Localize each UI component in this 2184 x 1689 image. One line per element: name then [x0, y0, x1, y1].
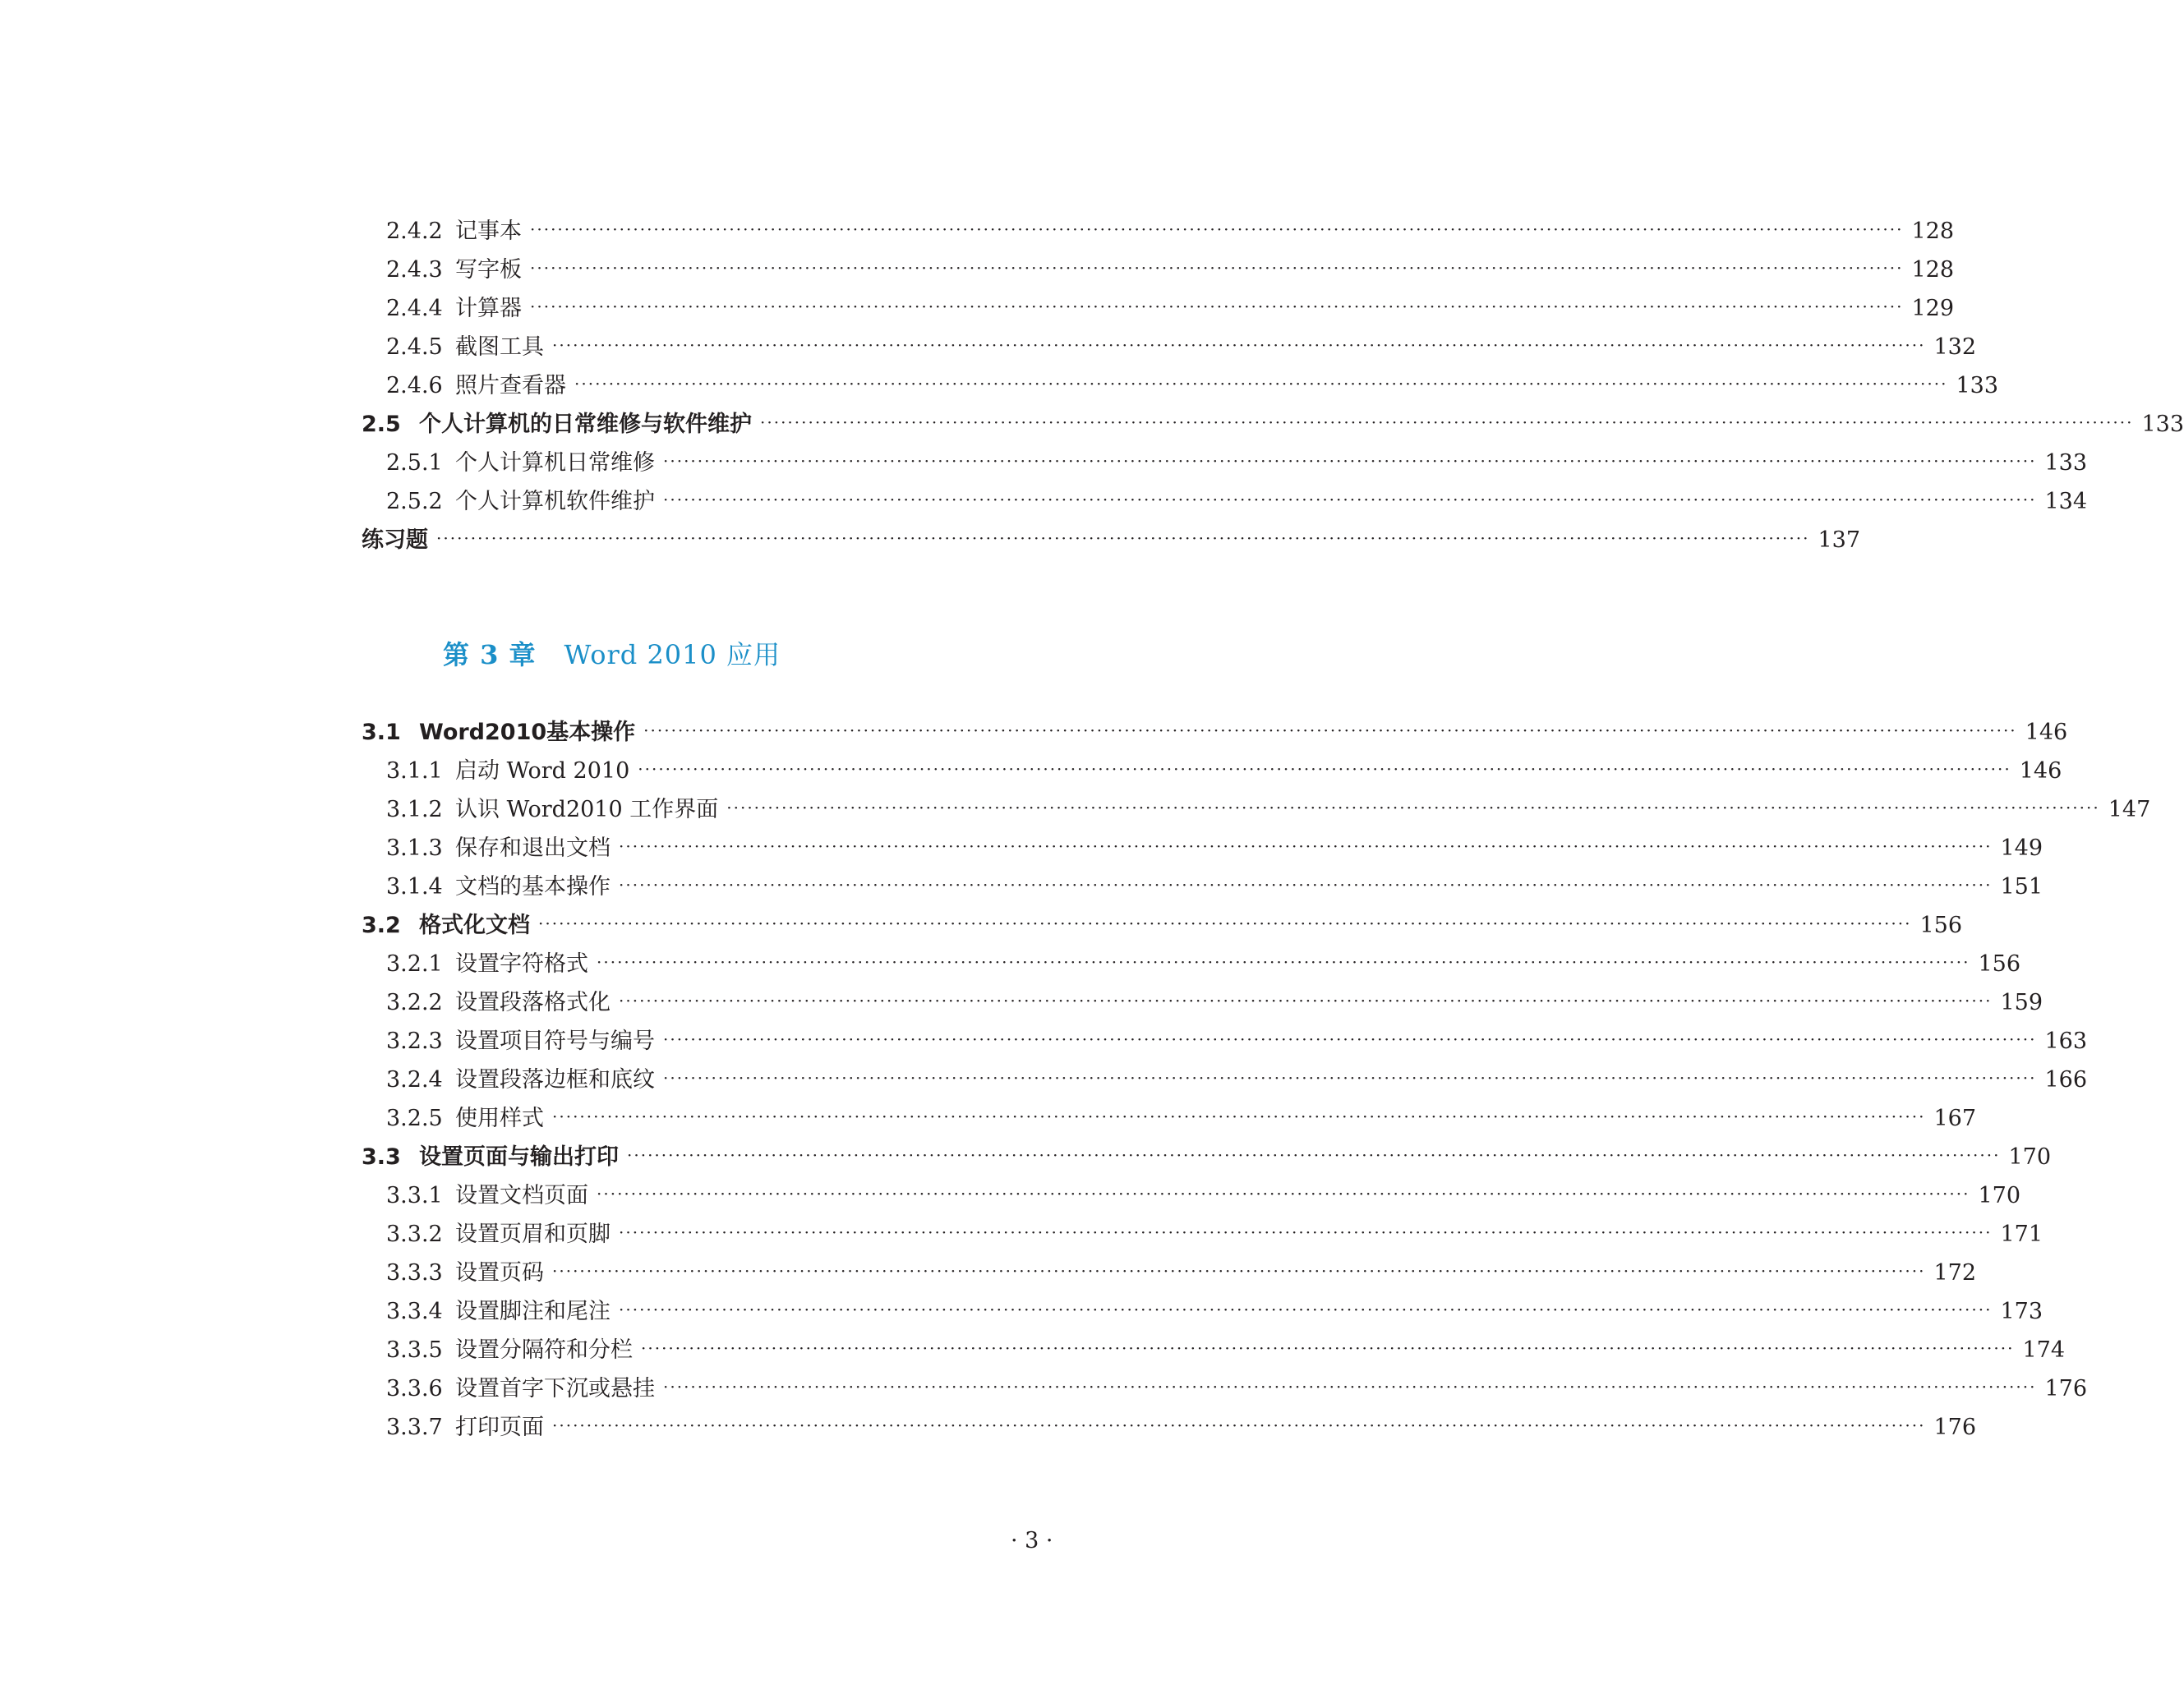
- toc-entry[interactable]: [362, 713, 2068, 752]
- toc-entry-title: 保存和退出文档: [455, 835, 611, 861]
- toc-entry[interactable]: [362, 1408, 1977, 1447]
- toc-entry-number: 2.4.6: [386, 373, 443, 398]
- toc-entry[interactable]: [362, 790, 2151, 829]
- toc-entry-title: 写字板: [455, 257, 522, 283]
- dot-leader: ········································································································································································································: [663, 1029, 2037, 1049]
- dot-leader: ········································································································································································································: [552, 335, 1926, 355]
- dot-leader: ········································································································································································································: [436, 528, 1810, 548]
- toc-entry-page: 171: [2000, 1222, 2043, 1247]
- dot-leader: ········································································································································································································: [597, 952, 1970, 972]
- toc-entry-number: 3.2.3: [386, 1029, 443, 1054]
- toc-entry-page: 147: [2108, 797, 2151, 822]
- toc-entry-page: 132: [1933, 334, 1977, 360]
- dot-leader: ········································································································································································································: [663, 1068, 2037, 1088]
- toc-entry[interactable]: [362, 945, 2021, 983]
- toc-entry-number: 2.4.5: [386, 334, 443, 360]
- dot-leader: ········································································································································································································: [638, 759, 2011, 779]
- toc-entry[interactable]: [362, 1099, 1977, 1138]
- toc-entry[interactable]: [362, 444, 2088, 482]
- toc-entry-page: 174: [2022, 1337, 2066, 1363]
- dot-leader: ········································································································································································································: [597, 1184, 1970, 1203]
- toc-entry-number: 2.5: [362, 412, 401, 437]
- toc-entry-number: 3.1: [362, 720, 401, 745]
- toc-entry-title: 认识 Word2010 工作界面: [455, 797, 719, 822]
- toc-entry[interactable]: [362, 521, 1861, 559]
- toc-entry-title: 个人计算机日常维修: [455, 450, 655, 476]
- toc-entry[interactable]: [362, 328, 1977, 366]
- toc-entry-title: Word2010基本操作: [419, 720, 636, 745]
- toc-entry-number: 3.3.2: [386, 1222, 443, 1247]
- toc-entry[interactable]: [362, 1176, 2021, 1215]
- toc-entry-title: 截图工具: [455, 334, 544, 360]
- toc-entry-page: 129: [1911, 296, 1955, 321]
- toc-entry-page: 133: [1956, 373, 1999, 398]
- chapter-title: Word 2010 应用: [564, 639, 781, 670]
- dot-leader: ········································································································································································································: [619, 836, 1993, 856]
- toc-entry-number: 2.5.2: [386, 489, 443, 514]
- dot-leader: ········································································································································································································: [552, 1107, 1926, 1126]
- toc-entry-number: 3.2.1: [386, 951, 443, 977]
- toc-block-chapter-2-end: [362, 212, 2184, 559]
- toc-entry-number: 2.4.4: [386, 296, 443, 321]
- toc-entry-title: 设置段落边框和底纹: [455, 1067, 655, 1093]
- toc-entry-title: 设置页面与输出打印: [419, 1144, 619, 1170]
- toc-entry[interactable]: [362, 1138, 2052, 1176]
- toc-entry[interactable]: [362, 1254, 1977, 1292]
- dot-leader: ········································································································································································································: [663, 490, 2037, 509]
- toc-entry-page: 149: [2000, 835, 2043, 861]
- toc-entry-page: 134: [2044, 489, 2088, 514]
- dot-leader: ········································································································································································································: [552, 1261, 1926, 1281]
- toc-entry-number: 3.1.4: [386, 874, 443, 900]
- toc-entry-page: 133: [2044, 450, 2088, 476]
- toc-entry-title: 设置段落格式化: [455, 990, 611, 1015]
- toc-entry[interactable]: [362, 1331, 2066, 1369]
- toc-entry[interactable]: [362, 1061, 2088, 1099]
- dot-leader: ········································································································································································································: [760, 412, 2134, 432]
- toc-entry-number: 3.1.1: [386, 758, 443, 784]
- toc-entry[interactable]: [362, 405, 2184, 444]
- toc-entry-title: 个人计算机软件维护: [455, 489, 655, 514]
- toc-entry-title: 格式化文档: [419, 913, 530, 938]
- toc-entry-title: 练习题: [362, 527, 428, 553]
- toc-entry[interactable]: [362, 1215, 2043, 1254]
- toc-entry[interactable]: [362, 868, 2043, 906]
- toc-entry-page: 156: [1919, 913, 1963, 938]
- toc-entry-page: 128: [1911, 219, 1955, 244]
- toc-entry-page: 172: [1933, 1260, 1977, 1286]
- toc-entry-number: 3.3.6: [386, 1376, 443, 1401]
- toc-entry-page: 167: [1933, 1106, 1977, 1131]
- toc-entry-number: 3.2.5: [386, 1106, 443, 1131]
- toc-entry-title: 设置分隔符和分栏: [455, 1337, 633, 1363]
- toc-entry[interactable]: [362, 906, 1963, 945]
- dot-leader: ········································································································································································································: [726, 798, 2100, 817]
- toc-entry-number: 2.4.2: [386, 219, 443, 244]
- toc-entry-title: 设置文档页面: [455, 1183, 588, 1208]
- toc-entry-page: 176: [1933, 1415, 1977, 1440]
- toc-entry-page: 170: [1978, 1183, 2021, 1208]
- dot-leader: ········································································································································································································: [663, 451, 2037, 471]
- toc-entry-title: 个人计算机的日常维修与软件维护: [419, 412, 752, 437]
- toc-entry-page: 159: [2000, 990, 2043, 1015]
- toc-entry-title: 设置字符格式: [455, 951, 588, 977]
- toc-entry-number: 2.4.3: [386, 257, 443, 283]
- toc-entry-number: 3.1.3: [386, 835, 443, 861]
- toc-entry-number: 3.2.4: [386, 1067, 443, 1093]
- toc-entry[interactable]: [362, 212, 1955, 251]
- toc-block-chapter-3: [362, 713, 2151, 1447]
- toc-entry-title: 设置页码: [455, 1260, 544, 1286]
- toc-entry-page: 128: [1911, 257, 1955, 283]
- toc-entry-number: 3.3.3: [386, 1260, 443, 1286]
- toc-entry-title: 设置页眉和页脚: [455, 1222, 611, 1247]
- dot-leader: ········································································································································································································: [627, 1145, 2001, 1165]
- toc-entry[interactable]: [362, 366, 1999, 405]
- page-number: · 3 ·: [1011, 1528, 1053, 1553]
- toc-entry-page: 156: [1978, 951, 2021, 977]
- toc-entry-title: 计算器: [455, 296, 522, 321]
- toc-entry-number: 3.3.7: [386, 1415, 443, 1440]
- dot-leader: ········································································································································································································: [530, 258, 1904, 278]
- toc-entry-number: 2.5.1: [386, 450, 443, 476]
- toc-entry-page: 163: [2044, 1029, 2088, 1054]
- toc-entry-page: 151: [2000, 874, 2043, 900]
- dot-leader: ········································································································································································································: [530, 297, 1904, 316]
- toc-entry[interactable]: [362, 829, 2043, 868]
- dot-leader: ········································································································································································································: [530, 219, 1904, 239]
- toc-entry[interactable]: [362, 1369, 2088, 1408]
- dot-leader: ········································································································································································································: [643, 720, 2017, 740]
- toc-entry-title: 设置脚注和尾注: [455, 1299, 611, 1324]
- toc-entry-title: 文档的基本操作: [455, 874, 611, 900]
- toc-entry-page: 137: [1818, 527, 1861, 553]
- dot-leader: ········································································································································································································: [641, 1338, 2015, 1358]
- dot-leader: ········································································································································································································: [619, 1300, 1993, 1319]
- toc-entry-title: 照片查看器: [455, 373, 566, 398]
- chapter-heading: [0, 634, 1223, 672]
- dot-leader: ········································································································································································································: [552, 1415, 1926, 1435]
- dot-leader: ········································································································································································································: [619, 991, 1993, 1010]
- toc-entry-number: 3.3.5: [386, 1337, 443, 1363]
- toc-entry-page: 146: [2025, 720, 2068, 745]
- toc-entry-page: 176: [2044, 1376, 2088, 1401]
- toc-entry-page: 133: [2141, 412, 2184, 437]
- toc-entry-title: 设置首字下沉或悬挂: [455, 1376, 655, 1401]
- toc-entry-number: 3.2.2: [386, 990, 443, 1015]
- toc-entry[interactable]: [362, 752, 2062, 790]
- toc-entry-number: 3.1.2: [386, 797, 443, 822]
- toc-entry-title: 使用样式: [455, 1106, 544, 1131]
- toc-entry-title: 记事本: [455, 219, 522, 244]
- toc-entry[interactable]: [362, 289, 1955, 328]
- dot-leader: ········································································································································································································: [619, 875, 1993, 895]
- toc-entry[interactable]: [362, 1292, 2043, 1331]
- toc-entry-page: 146: [2019, 758, 2062, 784]
- dot-leader: ········································································································································································································: [663, 1377, 2037, 1397]
- toc-entry-page: 173: [2000, 1299, 2043, 1324]
- toc-entry-page: 166: [2044, 1067, 2088, 1093]
- dot-leader: ········································································································································································································: [538, 914, 1912, 933]
- dot-leader: ········································································································································································································: [574, 374, 1948, 393]
- toc-entry[interactable]: [362, 482, 2088, 521]
- toc-entry-title: 启动 Word 2010: [455, 758, 630, 784]
- dot-leader: ········································································································································································································: [619, 1222, 1993, 1242]
- toc-entry-title: 打印页面: [455, 1415, 544, 1440]
- toc-entry[interactable]: [362, 983, 2043, 1022]
- toc-entry-number: 3.3.4: [386, 1299, 443, 1324]
- toc-entry-page: 170: [2008, 1144, 2052, 1170]
- toc-entry[interactable]: [362, 1022, 2088, 1061]
- toc-entry[interactable]: [362, 251, 1955, 289]
- toc-entry-number: 3.2: [362, 913, 401, 938]
- toc-entry-number: 3.3.1: [386, 1183, 443, 1208]
- toc-entry-title: 设置项目符号与编号: [455, 1029, 655, 1054]
- toc-entry-number: 3.3: [362, 1144, 401, 1170]
- chapter-number: 第 3 章: [442, 639, 537, 670]
